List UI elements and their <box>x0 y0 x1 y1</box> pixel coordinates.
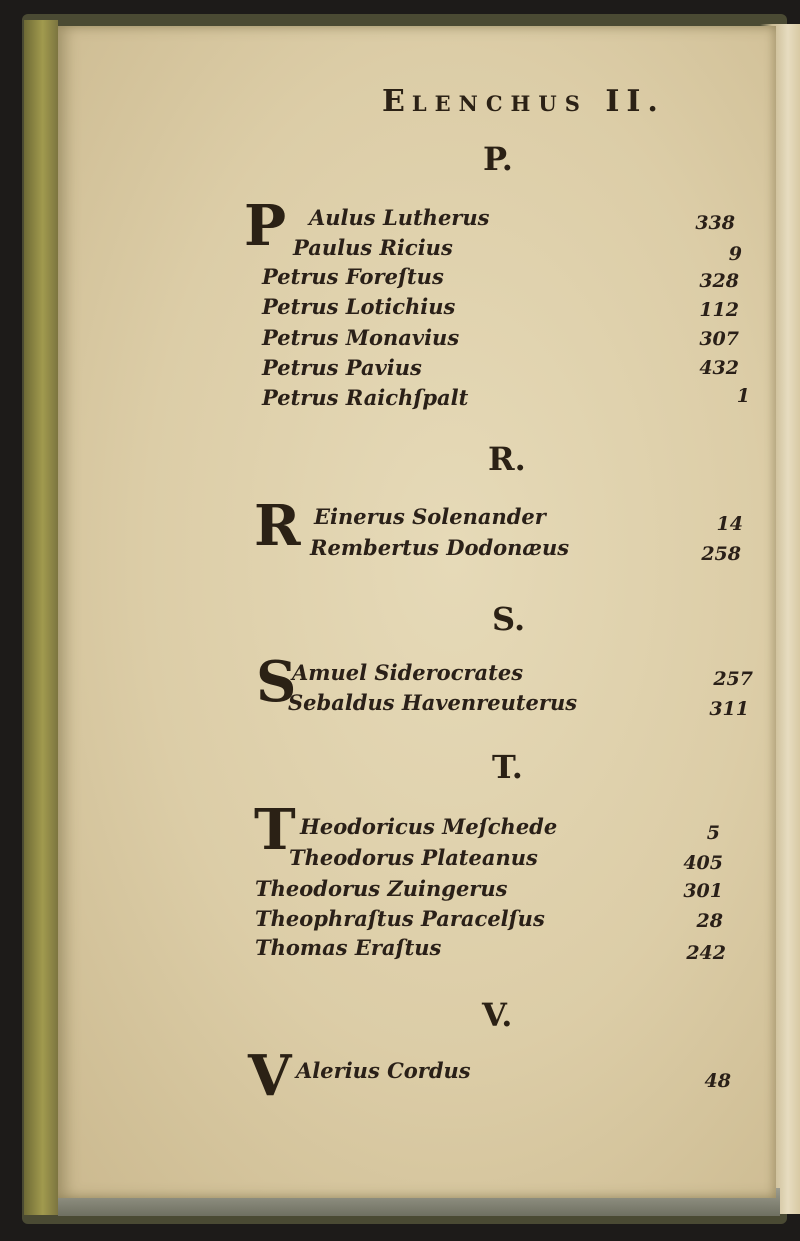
entry-name: Petrus Monavius <box>262 325 460 350</box>
entry-name: Petrus Raichſpalt <box>262 385 469 410</box>
entry-name: Amuel Siderocrates <box>292 660 524 685</box>
entry-page: 328 <box>699 270 739 292</box>
drop-cap-s: S <box>256 649 297 715</box>
entry-page: 242 <box>686 942 726 964</box>
entry-name: Petrus Pavius <box>262 355 422 380</box>
entry-name: Petrus Lotichius <box>262 294 456 319</box>
drop-cap-v: V <box>248 1043 292 1109</box>
entry-name: Aulus Lutherus <box>309 205 490 230</box>
entry-name: Theodorus Plateanus <box>289 845 538 870</box>
entry-page: 432 <box>699 357 739 379</box>
entry-name: Theophraſtus Paracelſus <box>255 906 545 931</box>
book-spine <box>24 20 58 1215</box>
section-heading-p: P. <box>483 140 513 178</box>
entry-page: 311 <box>709 698 749 720</box>
title-rest: LENCHUS <box>411 91 588 116</box>
entry-page: 258 <box>701 543 741 565</box>
entry-name: Petrus Foreſtus <box>262 264 444 289</box>
entry-page: 257 <box>713 668 753 690</box>
page-title <box>382 84 665 119</box>
title-initial: E <box>382 84 412 119</box>
entry-page: 5 <box>706 822 720 844</box>
entry-page: 48 <box>704 1070 731 1092</box>
entry-page: 9 <box>728 243 742 265</box>
drop-cap-r: R <box>254 493 301 559</box>
entry-page: 1 <box>736 385 750 407</box>
entry-name: Thomas Eraſtus <box>255 935 442 960</box>
entry-page: 112 <box>699 299 739 321</box>
entry-name: Theodorus Zuingerus <box>255 876 508 901</box>
section-heading-t: T. <box>492 748 523 786</box>
entry-page: 28 <box>696 910 723 932</box>
entry-name: Sebaldus Havenreuterus <box>288 690 578 715</box>
entry-name: Einerus Solenander <box>314 504 546 529</box>
drop-cap-t: T <box>254 797 296 863</box>
entry-name: Paulus Ricius <box>293 235 453 260</box>
entry-page: 301 <box>683 880 723 902</box>
entry-page: 307 <box>699 328 739 350</box>
entry-page: 338 <box>695 212 735 234</box>
index-page <box>58 26 776 1198</box>
title-numeral: II. <box>605 84 665 119</box>
entry-page: 14 <box>716 513 743 535</box>
section-heading-s: S. <box>492 600 526 638</box>
entry-name: Rembertus Dodonæus <box>310 535 570 560</box>
entry-page: 405 <box>683 852 723 874</box>
drop-cap-p: P <box>244 193 287 259</box>
entry-name: Heodoricus Meſchede <box>300 814 558 839</box>
section-heading-v: V. <box>482 996 513 1034</box>
entry-name: Alerius Cordus <box>296 1058 471 1083</box>
section-heading-r: R. <box>488 440 526 478</box>
